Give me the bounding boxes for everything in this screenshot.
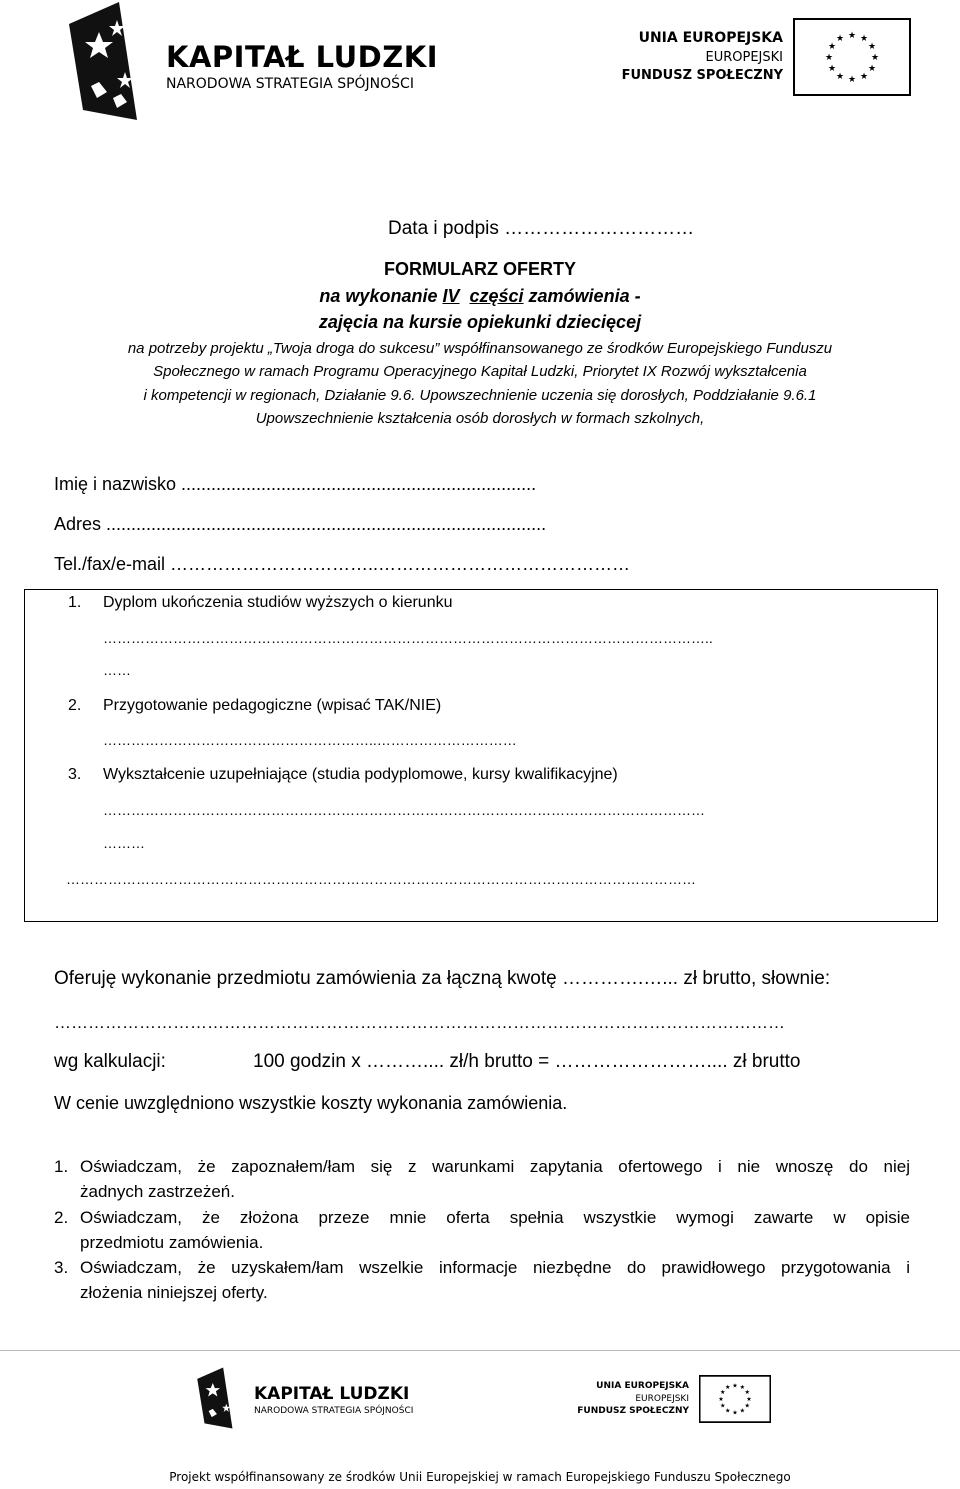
svg-text:★: ★ bbox=[744, 1402, 750, 1410]
eu-logo-line2: EUROPEJSKI bbox=[705, 50, 783, 65]
svg-text:★: ★ bbox=[835, 34, 845, 44]
item3-number: 3. bbox=[68, 766, 82, 783]
offer-amount-line[interactable]: Oferuję wykonanie przedmiotu zamówienia za łączną kwotę ………….…... zł brutto, słownie: bbox=[54, 968, 831, 989]
svg-text:★: ★ bbox=[827, 64, 837, 74]
address-field[interactable]: Adres ........................................................................................ bbox=[54, 514, 547, 534]
calculation-value[interactable]: 100 godzin x ……….... zł/h brutto = …………………….... zł brutto bbox=[253, 1051, 801, 1072]
declaration-3-number: 3. bbox=[54, 1258, 69, 1277]
svg-text:★: ★ bbox=[870, 53, 880, 63]
footer-eu-flag-icon bbox=[699, 1375, 771, 1423]
declaration-2-number: 2. bbox=[54, 1208, 69, 1227]
eu-flag-icon bbox=[793, 18, 911, 96]
svg-text:★: ★ bbox=[827, 42, 837, 52]
date-and-signature: Data i podpis ………………………… bbox=[388, 218, 695, 239]
footer-cofinance-note: Projekt współfinansowany ze środków Unii Europejskiej w ramach Europejskiego Funduszu Społecznego bbox=[169, 1470, 791, 1484]
declaration-2-line2: przedmiotu zamówienia. bbox=[80, 1233, 264, 1252]
svg-text:★: ★ bbox=[859, 72, 869, 82]
eu-logo bbox=[621, 18, 915, 98]
subtitle-prefix: na wykonanie bbox=[319, 286, 443, 306]
form-subtitle-course: zajęcia na kursie opiekunki dziecięcej bbox=[318, 312, 642, 332]
footer-eu-line1: UNIA EUROPEJSKA bbox=[596, 1381, 689, 1391]
item3-answer-line3[interactable]: ……………………………………………………………………………………………………………………… bbox=[66, 871, 696, 887]
svg-text:★: ★ bbox=[718, 1395, 724, 1403]
svg-text:★: ★ bbox=[867, 64, 877, 74]
item1-answer-line2[interactable]: …… bbox=[103, 662, 131, 678]
svg-text:★: ★ bbox=[824, 53, 834, 63]
project-description-line2: Społecznego w ramach Programu Operacyjnego Kapitał Ludzki, Priorytet IX Rozwój wykształcenia bbox=[153, 363, 807, 380]
svg-text:★: ★ bbox=[867, 42, 877, 52]
costs-included-note: W cenie uwzględniono wszystkie koszty wykonania zamówienia. bbox=[54, 1093, 568, 1113]
declaration-3-line2: złożenia niniejszej oferty. bbox=[80, 1283, 268, 1302]
contact-field[interactable]: Tel./fax/e-mail ……………………………..…………………………………… bbox=[54, 554, 631, 574]
svg-text:★: ★ bbox=[744, 1389, 750, 1397]
svg-text:★: ★ bbox=[732, 1382, 738, 1390]
eu-logo-line3: FUNDUSZ SPOŁECZNY bbox=[621, 68, 783, 83]
svg-text:★: ★ bbox=[739, 1407, 746, 1415]
item2-answer-line[interactable]: …………………………………………………..………………………… bbox=[103, 732, 517, 748]
kapital-ludzki-logo bbox=[55, 2, 439, 120]
svg-text:★: ★ bbox=[739, 1384, 746, 1392]
footer-eu-line2: EUROPEJSKI bbox=[635, 1394, 689, 1404]
kl-logo-title: KAPITAŁ LUDZKI bbox=[166, 40, 439, 74]
kl-logo-subtitle: NARODOWA STRATEGIA SPÓJNOŚCI bbox=[166, 76, 414, 92]
svg-text:★: ★ bbox=[847, 75, 857, 85]
footer-kapital-ludzki-logo bbox=[190, 1360, 414, 1438]
footer-eu-line3: FUNDUSZ SPOŁECZNY bbox=[577, 1406, 689, 1416]
project-description-line3: i kompetencji w regionach, Działanie 9.6. Upowszechnienie uczenia się dorosłych, Poddziałanie 9.6.1 bbox=[143, 387, 817, 404]
declaration-1-number: 1. bbox=[54, 1157, 69, 1176]
subtitle-suffix: zamówienia - bbox=[523, 286, 641, 306]
footer-kl-logo-title: KAPITAŁ LUDZKI bbox=[254, 1384, 410, 1404]
calculation-label: wg kalkulacji: bbox=[54, 1051, 166, 1072]
declaration-1-line1: Oświadczam, że zapoznałem/łam się z warunkami zapytania ofertowego i nie wnoszę do niej bbox=[80, 1157, 910, 1176]
item2-label: Przygotowanie pedagogiczne (wpisać TAK/NIE) bbox=[103, 697, 442, 714]
svg-text:★: ★ bbox=[835, 72, 845, 82]
project-description-line1: na potrzeby projektu „Twoja droga do sukcesu” współfinansowanego ze środków Europejskiego Funduszu bbox=[127, 340, 833, 357]
svg-text:★: ★ bbox=[720, 1389, 726, 1397]
kapital-ludzki-emblem-icon bbox=[55, 2, 167, 120]
svg-text:★: ★ bbox=[847, 31, 857, 41]
item1-number: 1. bbox=[68, 594, 82, 611]
svg-text:★: ★ bbox=[859, 34, 869, 44]
declaration-3-line1: Oświadczam, że uzyskałem/łam wszelkie informacje niezbędne do prawidłowego przygotowania i bbox=[80, 1258, 910, 1277]
name-field[interactable]: Imię i nazwisko ....................................................................... bbox=[54, 474, 537, 494]
eu-logo-line1: UNIA EUROPEJSKA bbox=[638, 30, 783, 46]
item3-label: Wykształcenie uzupełniające (studia podyplomowe, kursy kwalifikacyjne) bbox=[103, 766, 618, 783]
footer-kl-logo-subtitle: NARODOWA STRATEGIA SPÓJNOŚCI bbox=[254, 1406, 414, 1416]
subtitle-part-number: IV bbox=[442, 286, 460, 306]
svg-text:★: ★ bbox=[732, 1409, 738, 1417]
subtitle-czesci: części bbox=[469, 286, 524, 306]
svg-text:★: ★ bbox=[724, 1384, 731, 1392]
item2-number: 2. bbox=[68, 697, 82, 714]
svg-text:★: ★ bbox=[724, 1407, 731, 1415]
item1-answer-line1[interactable]: ………………………………………………………………………………………………………………….. bbox=[103, 630, 713, 646]
offer-amount-words-line[interactable]: ………………………………………………………………………………………………………………… bbox=[54, 1013, 785, 1032]
footer-kapital-ludzki-emblem-icon bbox=[190, 1360, 248, 1436]
form-subtitle-part bbox=[0, 286, 960, 307]
declaration-2-line1: Oświadczam, że złożona przeze mnie oferta spełnia wszystkie wymogi zawarte w opisie bbox=[80, 1208, 910, 1227]
svg-text:★: ★ bbox=[720, 1402, 726, 1410]
project-description-line4: Upowszechnienie kształcenia osób dorosłych w formach szkolnych, bbox=[255, 410, 705, 427]
subtitle-space bbox=[459, 286, 469, 306]
footer-eu-logo bbox=[577, 1375, 775, 1425]
declaration-1-line2: żadnych zastrzeżeń. bbox=[80, 1182, 235, 1201]
item3-answer-line2[interactable]: ……… bbox=[103, 835, 145, 851]
item3-answer-line1[interactable]: ………………………………………………………………………………………………………………… bbox=[103, 802, 705, 818]
svg-text:★: ★ bbox=[746, 1395, 752, 1403]
footer-divider bbox=[0, 1350, 960, 1351]
form-title: FORMULARZ OFERTY bbox=[384, 259, 576, 279]
item1-label: Dyplom ukończenia studiów wyższych o kierunku bbox=[103, 594, 453, 611]
